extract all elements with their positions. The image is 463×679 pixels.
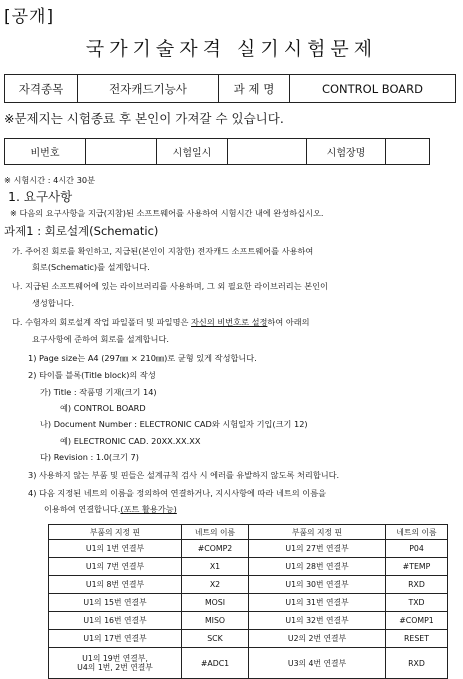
pin-cell: U1의 31번 연결부: [249, 594, 386, 612]
item-ga-line1: 가. 주어진 회로를 확인하고, 지급된(본인이 지참한) 전자캐드 소프트웨어를 사용하여: [12, 246, 314, 256]
task1-heading: 과제1 : 회로설계(Schematic): [4, 224, 159, 238]
requirement-4-text: 이용하여 연결합니다.: [44, 504, 121, 514]
table-row: [49, 648, 448, 679]
qualification-value: 전자캐드기능사: [78, 75, 219, 103]
item-da-text-b: 하여 아래의: [267, 317, 310, 327]
pin-cell: U1의 1번 연결부: [49, 540, 182, 558]
pin-cell: U1의 15번 연결부: [49, 594, 182, 612]
exam-date-label: 시험일시: [157, 139, 228, 165]
requirement-2c: 다) Revision : 1.0(크기 7): [40, 452, 139, 462]
net-cell: MOSI: [182, 594, 249, 612]
net-cell: #COMP2: [182, 540, 249, 558]
item-na-line2: 생성합니다.: [32, 298, 75, 308]
exam-place-value: [386, 139, 430, 165]
table-row: [49, 576, 448, 594]
exam-info-table: [4, 138, 430, 165]
requirement-2b-example: 예) ELECTRONIC CAD. 20XX.XX.XX: [60, 436, 201, 446]
pin-cell: U3의 4번 연결부: [249, 648, 386, 679]
exam-time: ※ 시험시간 : 4시간 30분: [4, 175, 96, 185]
pin-cell: U1의 28번 연결부: [249, 558, 386, 576]
requirement-2a: 가) Title : 작품명 기재(크기 14): [40, 387, 157, 397]
qualification-label: 자격종목: [5, 75, 78, 103]
pin-cell: U2의 2번 연결부: [249, 630, 386, 648]
pin-cell: U1의 8번 연결부: [49, 576, 182, 594]
requirement-4-line1: 4) 다음 지정된 네트의 이름을 정의하여 연결하거나, 지시사항에 따라 네트의 이름을: [28, 488, 327, 498]
requirement-3: 3) 사용하지 않는 부품 및 핀들은 설계규칙 검사 시 에러를 유발하지 않도록 처리합니다.: [28, 470, 340, 480]
requirement-2a-example: 예) CONTROL BOARD: [60, 403, 146, 413]
net-cell: RXD: [386, 576, 448, 594]
pin-cell-line1: U1의 19번 연결부,: [82, 654, 148, 663]
task-name-label: 과 제 명: [219, 75, 290, 103]
pin-cell: U1의 16번 연결부: [49, 612, 182, 630]
item-da-emphasis: 자신의 비번호로 설정: [191, 317, 268, 327]
exam-place-label: 시험장명: [307, 139, 386, 165]
table-header-row: [49, 525, 448, 540]
notice-text: ※문제지는 시험종료 후 본인이 가져갈 수 있습니다.: [4, 111, 284, 126]
pin-cell: U1의 17번 연결부: [49, 630, 182, 648]
column-header: 부품의 지정 핀: [249, 525, 386, 540]
requirement-1: 1) Page size는 A4 (297㎜ × 210㎜)로 균형 있게 작성합니다.: [28, 353, 257, 363]
table-row: [49, 630, 448, 648]
item-da-text-a: 다. 수험자의 회로설계 작업 파일폴더 및 파일명은: [12, 317, 192, 327]
column-header: 네트의 이름: [182, 525, 249, 540]
intro-text: ※ 다음의 요구사항을 지급(지참)된 소프트웨어를 사용하여 시험시간 내에 완성하십시오.: [10, 208, 324, 218]
item-na-line1: 나. 지급된 소프트웨어에 있는 라이브러리를 사용하며, 그 외 필요한 라이브러리는 본인이: [12, 281, 328, 291]
requirement-4-line2: [44, 504, 177, 515]
page-title: 국가기술자격 실기시험문제: [85, 38, 378, 60]
requirement-2: 2) 타이틀 블록(Title block)의 작성: [28, 370, 156, 380]
pin-cell: U1의 32번 연결부: [249, 612, 386, 630]
net-cell: X2: [182, 576, 249, 594]
exam-date-value: [228, 139, 307, 165]
net-table: [48, 524, 448, 679]
net-cell: X1: [182, 558, 249, 576]
pin-cell: [49, 648, 182, 679]
column-header: 네트의 이름: [386, 525, 448, 540]
table-row: [49, 612, 448, 630]
net-cell: MISO: [182, 612, 249, 630]
net-cell: RESET: [386, 630, 448, 648]
section-heading: 1. 요구사항: [8, 189, 73, 204]
table-row: [49, 558, 448, 576]
task-name-value: CONTROL BOARD: [290, 75, 456, 103]
item-da-line1: [12, 317, 310, 328]
pin-cell: U1의 27번 연결부: [249, 540, 386, 558]
qualification-table: [4, 74, 456, 103]
net-cell: P04: [386, 540, 448, 558]
item-ga-line2: 회로(Schematic)를 설계합니다.: [32, 262, 150, 272]
net-cell: RXD: [386, 648, 448, 679]
candidate-number-label: 비번호: [5, 139, 86, 165]
net-cell: SCK: [182, 630, 249, 648]
pin-cell: U1의 7번 연결부: [49, 558, 182, 576]
public-tag: [공개]: [4, 7, 55, 27]
pin-cell-line2: U4의 1번, 2번 연결부: [77, 663, 153, 672]
table-row: [49, 540, 448, 558]
column-header: 부품의 지정 핀: [49, 525, 182, 540]
net-cell: TXD: [386, 594, 448, 612]
net-cell: #COMP1: [386, 612, 448, 630]
port-usage-note: (포트 활용가능): [120, 504, 177, 514]
table-row: [49, 594, 448, 612]
candidate-number-value: [86, 139, 157, 165]
pin-cell: U1의 30번 연결부: [249, 576, 386, 594]
requirement-2b: 나) Document Number : ELECTRONIC CAD와 시험일자 기입(크기 12): [40, 419, 308, 429]
net-cell: #ADC1: [182, 648, 249, 679]
item-da-line2: 요구사항에 준하여 회로를 설계합니다.: [32, 334, 169, 344]
net-cell: #TEMP: [386, 558, 448, 576]
